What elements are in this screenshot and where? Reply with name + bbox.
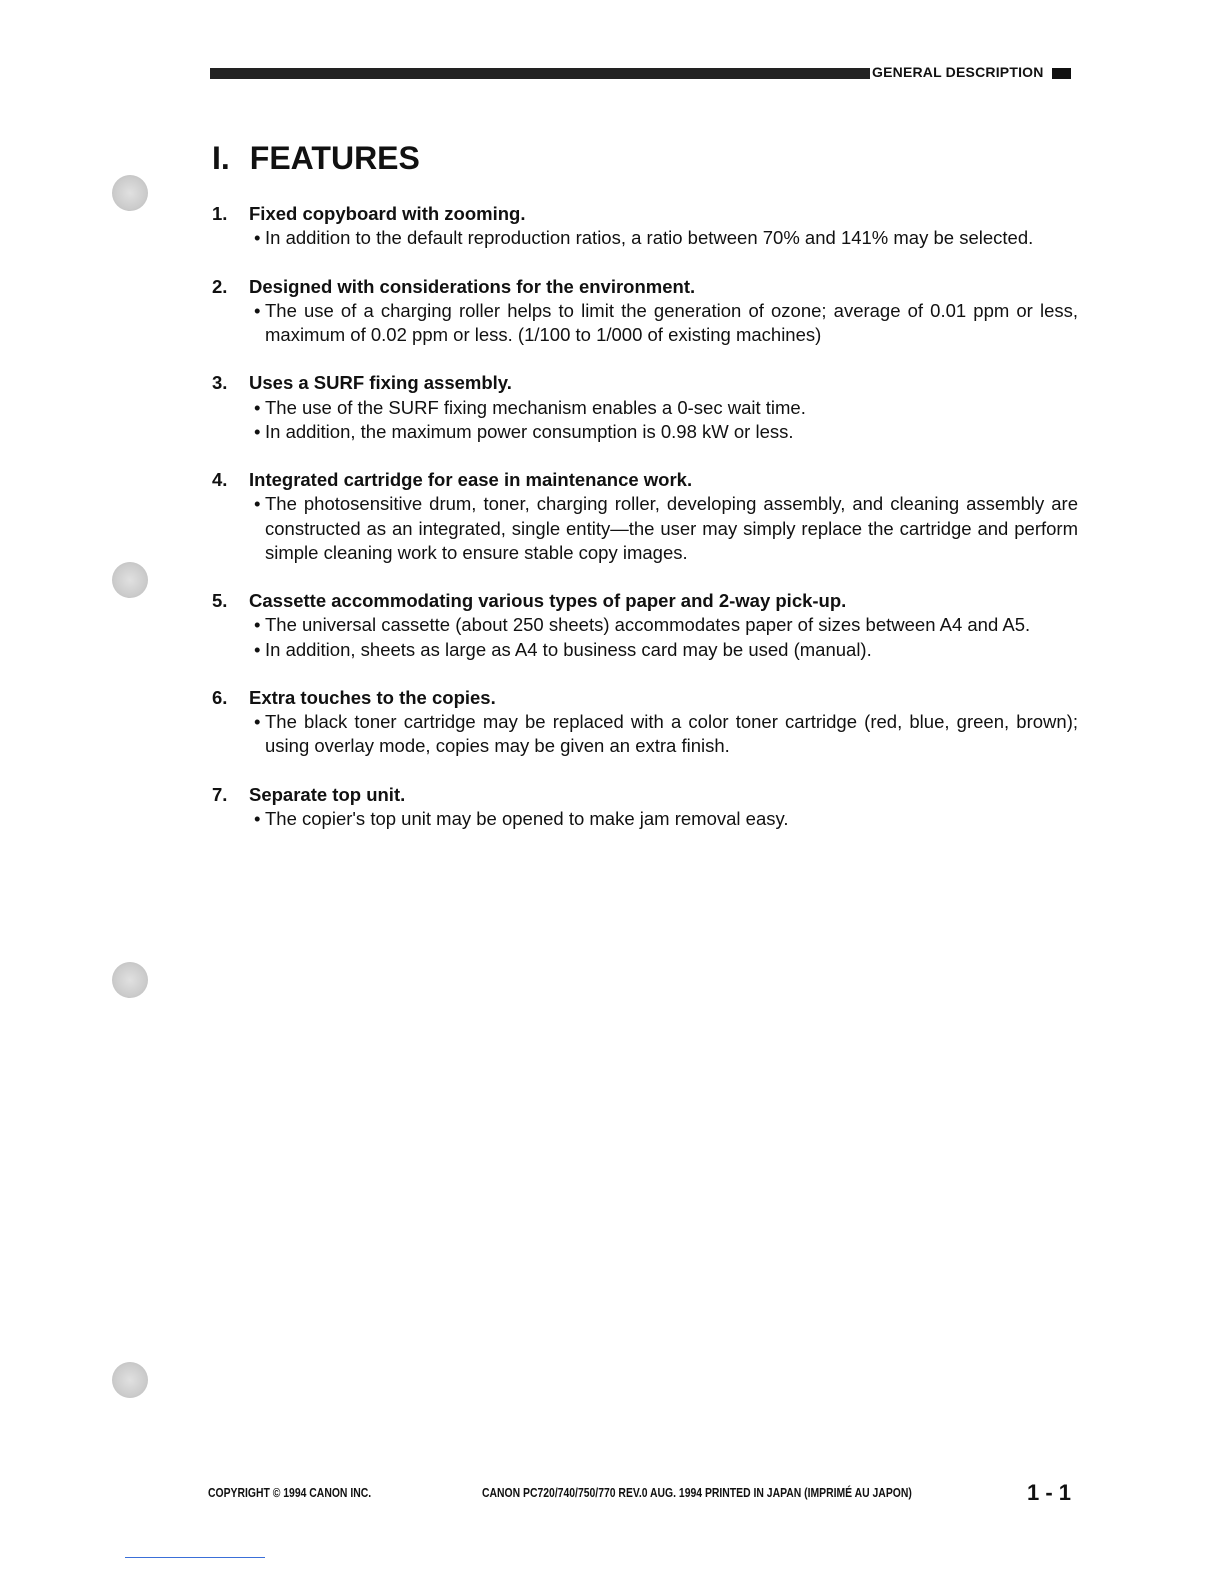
feature-item bbox=[212, 275, 1078, 348]
footer-copyright: COPYRIGHT © 1994 CANON INC. bbox=[208, 1485, 372, 1500]
feature-heading bbox=[212, 468, 1078, 492]
section-header: GENERAL DESCRIPTION bbox=[872, 64, 1044, 80]
feature-item bbox=[212, 468, 1078, 565]
feature-item bbox=[212, 371, 1078, 444]
feature-list bbox=[212, 202, 1078, 855]
title-number: I. bbox=[212, 140, 230, 176]
feature-heading-text: Cassette accommodating various types of paper and 2-way pick-up. bbox=[249, 590, 847, 612]
feature-heading-text: Designed with considerations for the environment. bbox=[249, 275, 696, 297]
feature-heading-text: Fixed copyboard with zooming. bbox=[249, 203, 526, 224]
feature-bullet: • The use of a charging roller helps to limit the generation of ozone; average of 0.01 ppm or less, maximum of 0.02 ppm or less. (1/100 to 1/000 of existing machines) bbox=[212, 299, 1078, 347]
feature-number: 5. bbox=[212, 590, 228, 612]
feature-number: 1. bbox=[212, 203, 228, 224]
feature-number: 6. bbox=[212, 686, 228, 708]
feature-heading-text: Integrated cartridge for ease in maintenance work. bbox=[249, 469, 693, 491]
punch-hole bbox=[112, 175, 148, 211]
feature-bullet: • The copier's top unit may be opened to make jam removal easy. bbox=[212, 807, 1078, 831]
feature-bullet: • In addition to the default reproduction ratios, a ratio between 70% and 141% may be selected. bbox=[212, 226, 1078, 250]
title-text: FEATURES bbox=[249, 140, 420, 176]
feature-heading bbox=[212, 783, 1078, 807]
feature-heading bbox=[212, 275, 1078, 299]
feature-heading bbox=[212, 686, 1078, 710]
feature-heading bbox=[212, 371, 1078, 395]
feature-item bbox=[212, 202, 1078, 250]
feature-bullet: • The photosensitive drum, toner, charging roller, developing assembly, and cleaning assembly are constructed as an integrated, single entity—the user may simply replace the cartridge and perform simple cleaning work to ensure stable copy images. bbox=[212, 492, 1078, 565]
punch-hole bbox=[112, 962, 148, 998]
feature-bullet: • The black toner cartridge may be replaced with a color toner cartridge (red, blue, green, brown); using overlay mode, copies may be given an extra finish. bbox=[212, 710, 1078, 758]
feature-number: 7. bbox=[212, 783, 228, 805]
feature-heading-text: Uses a SURF fixing assembly. bbox=[249, 372, 512, 394]
divider bbox=[125, 1557, 265, 1558]
punch-hole bbox=[112, 1362, 148, 1398]
feature-heading bbox=[212, 202, 1078, 226]
feature-item bbox=[212, 783, 1078, 831]
feature-item bbox=[212, 589, 1078, 662]
feature-bullet: • The use of the SURF fixing mechanism enables a 0-sec wait time. bbox=[212, 396, 1078, 420]
feature-bullet: • In addition, the maximum power consumption is 0.98 kW or less. bbox=[212, 420, 1078, 444]
header-bar bbox=[210, 68, 870, 79]
feature-heading-text: Extra touches to the copies. bbox=[249, 686, 496, 708]
feature-bullet: • The universal cassette (about 250 sheets) accommodates paper of sizes between A4 and A5. bbox=[212, 613, 1078, 637]
footer-model: CANON PC720/740/750/770 REV.0 AUG. 1994 PRINTED IN JAPAN (IMPRIMÉ AU JAPON) bbox=[482, 1485, 912, 1500]
punch-hole bbox=[112, 562, 148, 598]
feature-heading-text: Separate top unit. bbox=[249, 783, 406, 805]
feature-heading bbox=[212, 589, 1078, 613]
header-block bbox=[1052, 68, 1071, 79]
page-number: 1 - 1 bbox=[1027, 1480, 1072, 1505]
feature-bullet: • In addition, sheets as large as A4 to business card may be used (manual). bbox=[212, 638, 1078, 662]
feature-number: 3. bbox=[212, 372, 228, 394]
feature-number: 2. bbox=[212, 275, 228, 297]
page-title bbox=[212, 140, 440, 177]
feature-item bbox=[212, 686, 1078, 759]
feature-number: 4. bbox=[212, 469, 228, 491]
